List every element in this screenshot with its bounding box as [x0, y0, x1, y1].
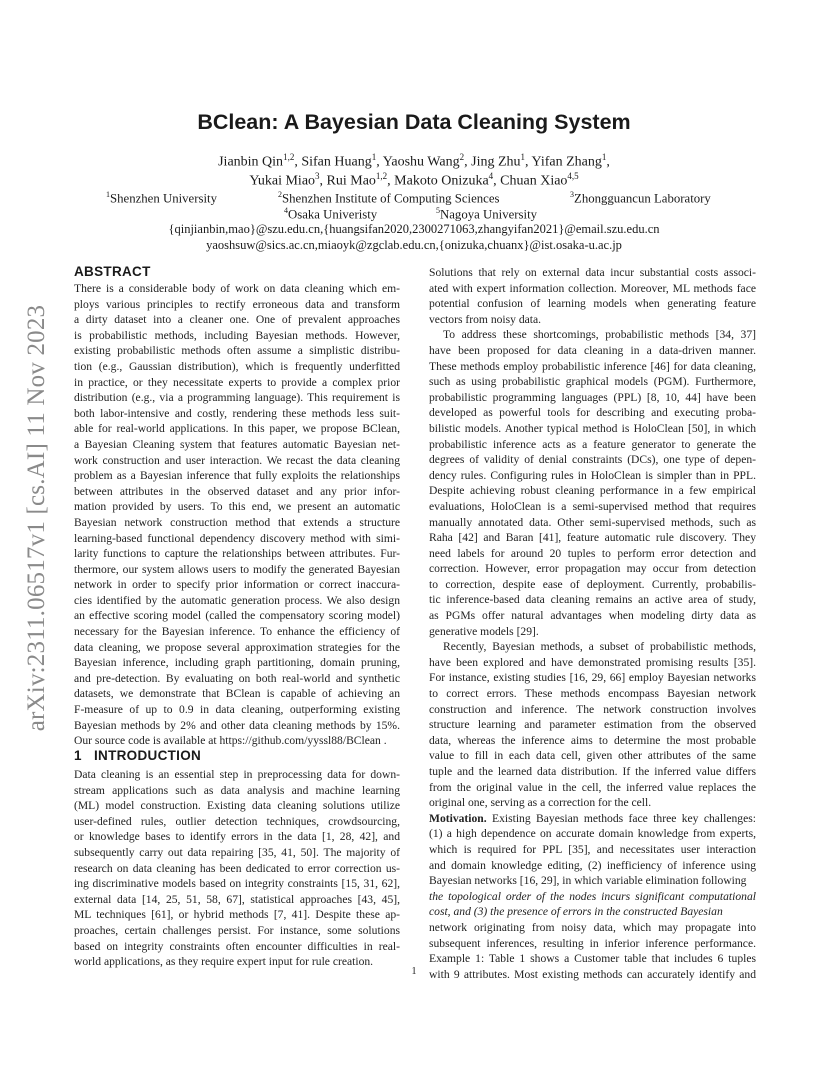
text-line: work construction and user interaction. We recast the data cleaning [74, 453, 400, 467]
affiliation-2: $^2$Shenzhen Institute of Computing Sciences [278, 190, 500, 206]
right-column-body [429, 265, 756, 982]
text-line: able for real-world applications. In this paper, we propose BClean, [74, 422, 400, 436]
author-name: Makoto Onizuka [394, 173, 489, 189]
text-line: subsequent inferences, resulting in inferior inference performance. [429, 936, 756, 950]
text-line: world applications, as they require expert input for rule creation. [74, 955, 374, 969]
text-line: (1) a high dependence on accurate domain knowledge from experts, [429, 827, 756, 841]
author-affiliation-marker: 1,2 [375, 171, 388, 181]
text-line: as PGMs offer natural advantages when modeling dirty data as [429, 609, 756, 623]
text-line: subsequently carry out data repairing [35, 41, 50]. The majority of [74, 845, 400, 859]
email-line-1: {qinjianbin,mao}@szu.edu.cn,{huangsifan2020,2300271063,zhangyifan2021}@email.szu.edu.cn [168, 222, 660, 236]
text-line: Data cleaning is an essential step in preprocessing data for down- [74, 768, 400, 781]
text-line: with 9 attributes. Most existing methods can accurately identify and [429, 967, 756, 981]
text-line: evaluations, HoloClean is a semi-supervised method that requires [429, 499, 756, 513]
text-line: learning-based functional dependency discovery method with simi- [74, 531, 400, 545]
text-line: in practice, or they necessitate experts to provide a complex prior [74, 375, 400, 389]
text-line: probabilistic inference acts as a feature generator to generate the [429, 437, 756, 451]
text-line: external data [14, 25, 51, 58, 67], statistical approaches [43, 45], [74, 892, 400, 906]
text-line: which is required for PPL [35], and necessitates user interaction [429, 842, 756, 856]
text-line: existing probabilistic methods often assume a simplistic distribu- [74, 344, 400, 358]
affiliation-3: $^3$Zhongguancun Laboratory [570, 190, 711, 206]
text-line: tion (e.g., Gaussian distribution), which is frequently underfitted [74, 359, 400, 373]
text-line: Bayesian network construction method that extends a structure [74, 515, 400, 529]
author-line-2: Yukai Miao$^3$, Rui Mao$^{1,2}$, Makoto Onizuka$^4$, Chuan Xiao$^{4,5}$ [249, 171, 579, 189]
text-line: dency rules. Configuring rules in HoloClean is simpler than in PPL. [429, 468, 756, 482]
text-line: To address these shortcomings, probabilistic methods [34, 37] [443, 328, 756, 342]
author-affiliation-marker: 4 [488, 171, 494, 181]
text-line: Despite achieving robust cleaning performance in a few empirical [429, 484, 756, 498]
affiliation-5: $^5$Nagoya University [436, 206, 538, 222]
text-line: cost, and (3) the presence of errors in the constructed Bayesian [429, 905, 723, 919]
text-line: Example 1: Table 1 shows a Customer table that includes 6 tuples [429, 952, 756, 966]
text-line: larity functions to capture the relationships between attributes. Fur- [74, 547, 400, 561]
text-line: have been explored and have demonstrated promising results [35]. [429, 655, 756, 669]
text-line: structure learning and parameter estimation from the observed [429, 718, 756, 732]
text-line: data cleaning, we propose several approximation strategies for the [74, 640, 400, 654]
text-line: proaches, certain challenges persist. For instance, some solutions [74, 923, 400, 937]
text-line: construction and inference. The network construction involves [429, 702, 756, 716]
paper-title: BClean: A Bayesian Data Cleaning System [197, 110, 631, 134]
text-line: problem as a Bayesian inference that fully exploits the relationships [74, 469, 400, 483]
text-line: manually annotated data. Other semi-supervised methods, such as [429, 515, 756, 529]
author-name: Jianbin Qin [218, 154, 284, 170]
text-line: value to fill in each data cell, given other attributes of the same [429, 749, 756, 763]
text-line: the topological order of the nodes incurs significant computational [429, 889, 756, 903]
arxiv-id: arXiv:2311.06517v1 [cs.AI] 11 Nov 2023 [23, 304, 50, 732]
text-line: such as using probabilistic graphical models (PGM). Furthermore, [429, 375, 756, 389]
text-line: from the original value in the cell, the inferred value replaces the [429, 780, 756, 794]
author-affiliation-marker: 3 [315, 171, 320, 181]
author-affiliation-marker: 1,2 [283, 152, 295, 162]
text-line: Bayesian networks [16, 29], in which variable elimination following [429, 874, 747, 888]
text-line: Motivation. Existing Bayesian methods face three key challenges: [429, 811, 756, 825]
text-line: stream applications such as data analysis and machine learning [74, 783, 400, 797]
text-line: tic inference-based data cleaning remains an active area of study, [429, 593, 756, 607]
text-line: cies identified by the automatic generation process. We also design [74, 593, 400, 607]
author-line-1: Jianbin Qin$^{1,2}$, Sifan Huang$^1$, Yaoshu Wang$^2$, Jing Zhu$^1$, Yifan Zhang$^1$, [218, 152, 610, 170]
text-line: have been proposed for data cleaning in a data-driven manner. [429, 343, 756, 357]
text-line: network originating from noisy data, which may propagate into [429, 920, 756, 934]
text-line: bilistic models. Another typical method is HoloClean [50], in which [429, 421, 756, 435]
text-line: data, whereas the inference aims to determine the most probable [429, 733, 756, 747]
text-line: vectors from noisy data. [429, 312, 542, 326]
text-line: based on integrity constraints often encounter difficulties in real- [74, 939, 400, 953]
text-line: tuple and the learned data distribution. If the inferred value differs [429, 765, 756, 778]
author-affiliation-marker: 1 [601, 152, 607, 162]
page-number: 1 [411, 966, 417, 977]
intro-heading [74, 748, 201, 763]
text-line: There is a considerable body of work on data cleaning which em- [74, 282, 400, 295]
text-line: Bayesian methods by 2% and other data cleaning methods by 15%. [74, 718, 400, 732]
author-name: Sifan Huang [301, 154, 372, 170]
text-line: F-measure of up to 0.9 in data cleaning, outperforming existing [74, 703, 400, 717]
text-line: is probabilistic methods, including Bayesian methods. However, [74, 328, 400, 342]
text-line: and domain knowledge editing, (2) inefficiency of inference using [429, 858, 756, 872]
text-line: developed as powerful tools for describing and executing proba- [429, 406, 756, 420]
text-line: and pre-detection. By evaluating on both real-world and synthetic [74, 671, 400, 685]
text-line: distribution (e.g., via a programming language). This requirement is [74, 391, 400, 405]
text-line: For instance, existing studies [16, 29, 66] employ Bayesian networks [429, 671, 756, 685]
text-line: thermore, our system allows users to modify the generated Bayesian [74, 562, 400, 576]
text-line: Our source code is available at https://github.com/yyssl88/BClean . [74, 734, 387, 748]
intro-section-number: 1 [74, 748, 82, 763]
abstract-heading: ABSTRACT [74, 264, 151, 279]
text-line: a Bayesian Cleaning system that features automatic Bayesian net- [74, 437, 400, 451]
email-line-2: yaoshsuw@sics.ac.cn,miaoyk@zgclab.edu.cn,{onizuka,chuanx}@ist.osaka-u.ac.jp [206, 238, 622, 252]
text-line: generative models [29]. [429, 624, 539, 638]
author-name: Jing Zhu [471, 154, 521, 170]
text-line: original one, serving as a correction for the cell. [429, 796, 652, 810]
text-line: to correct errors. These methods encompass Bayesian network [429, 687, 756, 701]
author-name: Chuan Xiao [500, 173, 568, 189]
text-line: mation provided by users. To this end, we present an automatic [74, 500, 400, 514]
text-line: Bayesian inference, including graph partitioning, domain pruning, [74, 656, 400, 670]
text-line: network in order to specify prior information or correct inaccura- [74, 578, 400, 592]
text-line: datasets, we demonstrate that BClean is capable of achieving an [74, 687, 400, 701]
text-line: Solutions that rely on external data incur substantial costs associ- [429, 266, 756, 279]
abstract-body [74, 281, 400, 749]
text-line: necessary for the Bayesian inference. To enhance the efficiency of [74, 625, 400, 639]
text-line: to correction, despite ease of deployment. Currently, probabilis- [429, 577, 756, 591]
affiliation-1: $^1$Shenzhen University [106, 190, 217, 206]
author-name: Yukai Miao [249, 173, 316, 189]
text-line: both labor-intensive and costly, rendering these methods less suit- [74, 406, 400, 420]
text-line: ing discriminative models based on integrity constraints [15, 31, 62], [74, 877, 400, 891]
text-line: probabilistic programming languages (PPL) [8, 10, 44] have been [429, 390, 756, 404]
author-name: Rui Mao [326, 173, 376, 189]
author-name: Yaoshu Wang [382, 154, 460, 170]
text-line: an effective scoring model (called the compensatory scoring model) [74, 609, 400, 623]
text-line: ated with expert information collection. Moreover, ML methods face [429, 281, 756, 295]
text-line: potential confusion of learning models when generating feature [429, 297, 756, 311]
text-line: Recently, Bayesian methods, a subset of probabilistic methods, [443, 640, 756, 654]
intro-body [74, 767, 400, 970]
text-line: user-defined rules, outlier detection techniques, crowdsourcing, [74, 814, 400, 828]
author-name: Yifan Zhang [531, 154, 602, 170]
text-line: need labels for around 20 tuples to perform error detection and [429, 546, 756, 560]
text-line: ploys various principles to rectify erroneous data and transform [74, 297, 400, 311]
author-affiliation-marker: 2 [459, 152, 465, 162]
text-line: between attributes in the observed dataset and any prior infor- [74, 484, 400, 498]
text-line: research on data cleaning has been dedicated to error correction us- [74, 861, 400, 875]
text-line: Raha [42] and Baran [41], feature automatic rule discovery. They [429, 531, 756, 545]
text-line: a dirty dataset into a cleaner one. One of prevalent approaches [74, 313, 400, 327]
author-affiliation-marker: 1 [371, 152, 377, 162]
author-affiliation-marker: 4,5 [567, 171, 579, 181]
text-line: degrees of validity of denial constraints (DCs), one type of depen- [429, 453, 756, 467]
text-line: These methods employ probabilistic inference [46] for data cleaning, [429, 359, 756, 373]
text-line: (ML) model construction. Existing data cleaning solutions utilize [74, 799, 400, 813]
text-line: or knowledge bases to identify errors in the data [1, 28, 42], and [74, 830, 400, 844]
affiliation-4: $^4$Osaka Univeristy [284, 206, 378, 222]
intro-section-title: INTRODUCTION [93, 748, 202, 763]
arxiv-sidebar-stamp [22, 288, 52, 748]
text-line: ML techniques [61], or hybrid methods [7, 41]. Despite these ap- [74, 908, 400, 922]
author-affiliation-marker: 1 [520, 152, 526, 162]
text-line: correction. However, error propagation may occur from detection [429, 562, 756, 576]
